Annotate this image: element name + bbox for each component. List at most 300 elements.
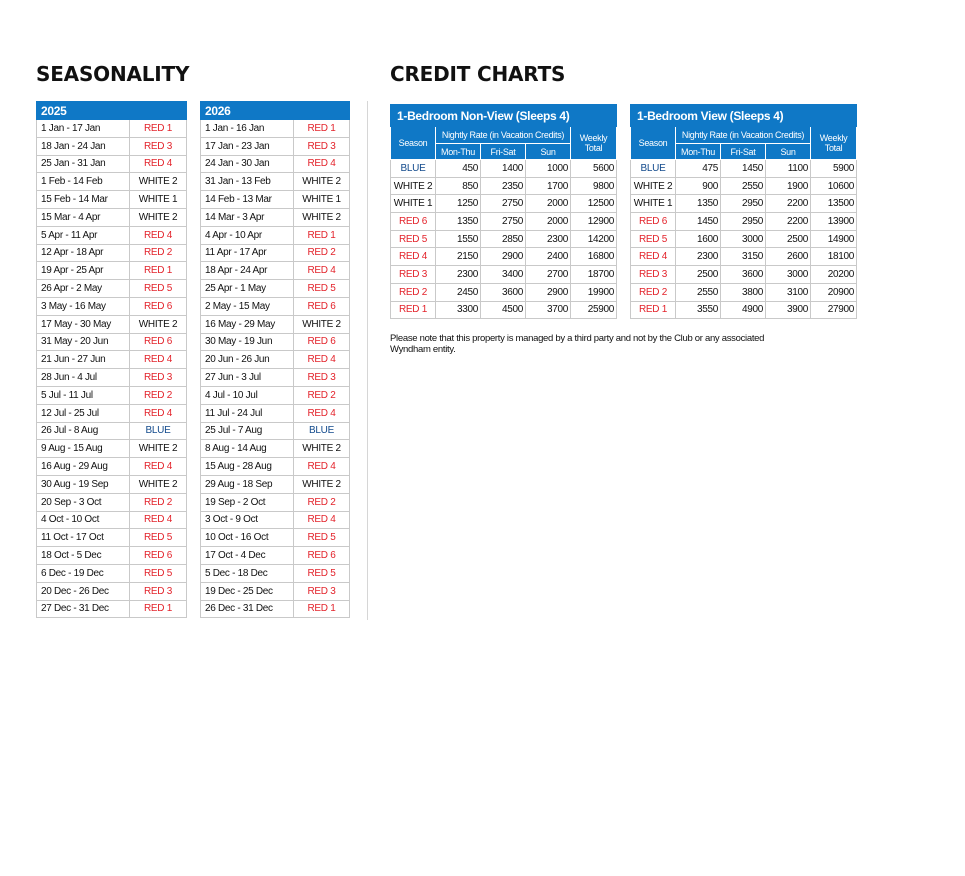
fri-sat-cell: 2850 [481, 230, 526, 248]
season-cell: WHITE 1 [294, 191, 350, 209]
table-row [631, 283, 857, 301]
date-range-cell: 11 Jul - 24 Jul [201, 404, 294, 422]
table-row [201, 511, 350, 529]
season-cell: RED 5 [294, 280, 350, 298]
date-range-cell: 24 Jan - 30 Jan [201, 155, 294, 173]
fri-sat-cell: 3600 [481, 283, 526, 301]
season-cell: RED 3 [130, 582, 187, 600]
date-range-cell: 17 Oct - 4 Dec [201, 547, 294, 565]
season-cell: RED 6 [130, 333, 187, 351]
fri-sat-cell: 4900 [721, 301, 766, 319]
weekly-total-cell: 16800 [571, 248, 617, 266]
table-row [37, 208, 187, 226]
date-range-cell: 1 Jan - 17 Jan [37, 120, 130, 138]
table-row [201, 404, 350, 422]
date-range-cell: 3 Oct - 9 Oct [201, 511, 294, 529]
fri-sat-cell: 3150 [721, 248, 766, 266]
weekly-total-cell: 13500 [811, 195, 857, 213]
mon-thu-cell: 1450 [676, 213, 721, 231]
weekly-total-cell: 13900 [811, 213, 857, 231]
date-range-cell: 16 May - 29 May [201, 315, 294, 333]
season-cell: RED 6 [631, 213, 676, 231]
season-cell: RED 6 [294, 547, 350, 565]
table-row [201, 120, 350, 138]
table-row [37, 120, 187, 138]
season-cell: RED 2 [294, 386, 350, 404]
date-range-cell: 1 Jan - 16 Jan [201, 120, 294, 138]
season-cell: WHITE 2 [130, 475, 187, 493]
date-range-cell: 6 Dec - 19 Dec [37, 564, 130, 582]
column-divider [367, 101, 368, 620]
date-range-cell: 30 May - 19 Jun [201, 333, 294, 351]
weekly-total-cell: 5900 [811, 160, 857, 178]
table-row [631, 230, 857, 248]
weekly-total-cell: 19900 [571, 283, 617, 301]
season-cell: RED 4 [130, 226, 187, 244]
date-range-cell: 1 Feb - 14 Feb [37, 173, 130, 191]
mon-thu-cell: 1350 [436, 213, 481, 231]
season-cell: WHITE 2 [294, 315, 350, 333]
date-range-cell: 11 Apr - 17 Apr [201, 244, 294, 262]
mon-thu-cell: 475 [676, 160, 721, 178]
table-row [201, 280, 350, 298]
weekly-total-cell: 14200 [571, 230, 617, 248]
table-row [37, 244, 187, 262]
table-row [201, 297, 350, 315]
sun-cell: 2600 [766, 248, 811, 266]
chart-title: 1-Bedroom Non-View (Sleeps 4) [391, 105, 617, 127]
table-row [37, 404, 187, 422]
season-cell: RED 5 [631, 230, 676, 248]
date-range-cell: 20 Sep - 3 Oct [37, 493, 130, 511]
season-cell: RED 4 [294, 351, 350, 369]
date-range-cell: 18 Oct - 5 Dec [37, 547, 130, 565]
mon-thu-cell: 1550 [436, 230, 481, 248]
mon-thu-header: Mon-Thu [676, 144, 721, 160]
table-row [37, 173, 187, 191]
date-range-cell: 4 Oct - 10 Oct [37, 511, 130, 529]
sun-header: Sun [526, 144, 571, 160]
seasonality-heading: SEASONALITY [36, 62, 190, 86]
season-cell: RED 3 [631, 266, 676, 284]
season-cell: RED 2 [130, 493, 187, 511]
table-row [201, 191, 350, 209]
fri-sat-cell: 2950 [721, 213, 766, 231]
nightly-rate-header: Nightly Rate (in Vacation Credits) [676, 127, 811, 144]
fri-sat-cell: 2750 [481, 195, 526, 213]
weekly-total-cell: 18100 [811, 248, 857, 266]
table-row [391, 248, 617, 266]
sun-cell: 2000 [526, 195, 571, 213]
table-row [201, 351, 350, 369]
sun-cell: 2000 [526, 213, 571, 231]
date-range-cell: 27 Jun - 3 Jul [201, 369, 294, 387]
table-row [201, 208, 350, 226]
season-cell: WHITE 2 [631, 177, 676, 195]
season-cell: RED 5 [130, 564, 187, 582]
table-row [37, 155, 187, 173]
fri-sat-cell: 3400 [481, 266, 526, 284]
weekly-total-header: Weekly Total [571, 127, 617, 160]
season-cell: RED 5 [130, 529, 187, 547]
mon-thu-cell: 3550 [676, 301, 721, 319]
date-range-cell: 5 Jul - 11 Jul [37, 386, 130, 404]
table-row [201, 458, 350, 476]
table-row [37, 493, 187, 511]
date-range-cell: 12 Jul - 25 Jul [37, 404, 130, 422]
sun-cell: 3700 [526, 301, 571, 319]
table-row [391, 177, 617, 195]
mon-thu-header: Mon-Thu [436, 144, 481, 160]
table-row [201, 137, 350, 155]
table-row [37, 600, 187, 618]
date-range-cell: 10 Oct - 16 Oct [201, 529, 294, 547]
season-cell: RED 4 [294, 404, 350, 422]
table-row [201, 600, 350, 618]
season-cell: WHITE 2 [391, 177, 436, 195]
table-row [631, 177, 857, 195]
weekly-total-cell: 18700 [571, 266, 617, 284]
mon-thu-cell: 1350 [676, 195, 721, 213]
fri-sat-cell: 3000 [721, 230, 766, 248]
table-row [391, 230, 617, 248]
mon-thu-cell: 1600 [676, 230, 721, 248]
table-row [37, 351, 187, 369]
season-cell: RED 4 [294, 458, 350, 476]
date-range-cell: 17 Jan - 23 Jan [201, 137, 294, 155]
date-range-cell: 25 Jan - 31 Jan [37, 155, 130, 173]
season-cell: BLUE [294, 422, 350, 440]
table-row [631, 248, 857, 266]
season-cell: RED 4 [130, 351, 187, 369]
credit-chart-non-view [390, 104, 617, 319]
sun-cell: 3000 [766, 266, 811, 284]
weekly-total-cell: 12500 [571, 195, 617, 213]
date-range-cell: 15 Mar - 4 Apr [37, 208, 130, 226]
season-cell: BLUE [631, 160, 676, 178]
table-row [201, 226, 350, 244]
season-cell: RED 4 [631, 248, 676, 266]
sun-cell: 1700 [526, 177, 571, 195]
table-row [631, 266, 857, 284]
table-row [631, 195, 857, 213]
sun-cell: 2300 [526, 230, 571, 248]
mon-thu-cell: 2500 [676, 266, 721, 284]
date-range-cell: 31 Jan - 13 Feb [201, 173, 294, 191]
season-cell: RED 4 [130, 511, 187, 529]
table-row [37, 475, 187, 493]
season-cell: WHITE 2 [294, 475, 350, 493]
year-header: 2026 [201, 102, 350, 120]
season-cell: RED 1 [294, 600, 350, 618]
table-row [201, 369, 350, 387]
date-range-cell: 5 Dec - 18 Dec [201, 564, 294, 582]
table-row [201, 440, 350, 458]
table-row [201, 386, 350, 404]
table-row [631, 213, 857, 231]
date-range-cell: 18 Jan - 24 Jan [37, 137, 130, 155]
weekly-total-header: Weekly Total [811, 127, 857, 160]
chart-title: 1-Bedroom View (Sleeps 4) [631, 105, 857, 127]
fri-sat-cell: 1450 [721, 160, 766, 178]
table-row [201, 564, 350, 582]
table-row [201, 315, 350, 333]
season-cell: RED 2 [294, 244, 350, 262]
date-range-cell: 12 Apr - 18 Apr [37, 244, 130, 262]
season-cell: RED 1 [130, 600, 187, 618]
date-range-cell: 16 Aug - 29 Aug [37, 458, 130, 476]
date-range-cell: 25 Jul - 7 Aug [201, 422, 294, 440]
season-cell: RED 4 [294, 262, 350, 280]
season-cell: WHITE 1 [391, 195, 436, 213]
sun-cell: 3900 [766, 301, 811, 319]
credit-chart-view [630, 104, 857, 319]
sun-cell: 1000 [526, 160, 571, 178]
table-row [37, 191, 187, 209]
season-cell: BLUE [391, 160, 436, 178]
sun-cell: 2500 [766, 230, 811, 248]
date-range-cell: 18 Apr - 24 Apr [201, 262, 294, 280]
table-row [391, 213, 617, 231]
date-range-cell: 3 May - 16 May [37, 297, 130, 315]
mon-thu-cell: 2450 [436, 283, 481, 301]
table-row [37, 333, 187, 351]
date-range-cell: 26 Jul - 8 Aug [37, 422, 130, 440]
table-row [201, 262, 350, 280]
table-row [37, 511, 187, 529]
table-row [37, 564, 187, 582]
mon-thu-cell: 1250 [436, 195, 481, 213]
weekly-total-cell: 5600 [571, 160, 617, 178]
table-row [37, 369, 187, 387]
table-row [37, 440, 187, 458]
sun-cell: 2700 [526, 266, 571, 284]
weekly-total-cell: 20900 [811, 283, 857, 301]
date-range-cell: 14 Feb - 13 Mar [201, 191, 294, 209]
date-range-cell: 27 Dec - 31 Dec [37, 600, 130, 618]
season-cell: RED 5 [294, 564, 350, 582]
fri-sat-cell: 2550 [721, 177, 766, 195]
credit-charts-heading: CREDIT CHARTS [390, 62, 566, 86]
mon-thu-cell: 900 [676, 177, 721, 195]
table-row [391, 301, 617, 319]
season-cell: WHITE 2 [130, 173, 187, 191]
season-cell: RED 4 [391, 248, 436, 266]
date-range-cell: 20 Jun - 26 Jun [201, 351, 294, 369]
season-cell: RED 6 [130, 297, 187, 315]
table-row [37, 262, 187, 280]
table-row [201, 422, 350, 440]
season-cell: RED 6 [391, 213, 436, 231]
table-row [201, 244, 350, 262]
season-col-header: Season [391, 127, 436, 160]
date-range-cell: 19 Dec - 25 Dec [201, 582, 294, 600]
weekly-total-cell: 12900 [571, 213, 617, 231]
season-cell: WHITE 2 [294, 173, 350, 191]
table-row [391, 160, 617, 178]
fri-sat-cell: 2350 [481, 177, 526, 195]
nightly-rate-header: Nightly Rate (in Vacation Credits) [436, 127, 571, 144]
date-range-cell: 19 Apr - 25 Apr [37, 262, 130, 280]
fri-sat-header: Fri-Sat [481, 144, 526, 160]
season-cell: WHITE 2 [130, 315, 187, 333]
date-range-cell: 19 Sep - 2 Oct [201, 493, 294, 511]
season-cell: RED 6 [130, 547, 187, 565]
date-range-cell: 30 Aug - 19 Sep [37, 475, 130, 493]
table-row [391, 283, 617, 301]
season-cell: RED 6 [294, 333, 350, 351]
table-row [391, 195, 617, 213]
season-cell: RED 4 [130, 458, 187, 476]
sun-cell: 1100 [766, 160, 811, 178]
table-row [201, 547, 350, 565]
season-cell: RED 2 [294, 493, 350, 511]
date-range-cell: 26 Apr - 2 May [37, 280, 130, 298]
season-cell: RED 4 [294, 155, 350, 173]
year-header: 2025 [37, 102, 187, 120]
fri-sat-cell: 3600 [721, 266, 766, 284]
season-cell: RED 2 [130, 386, 187, 404]
table-row [37, 280, 187, 298]
season-cell: RED 1 [130, 120, 187, 138]
season-cell: RED 4 [130, 155, 187, 173]
mon-thu-cell: 850 [436, 177, 481, 195]
sun-cell: 1900 [766, 177, 811, 195]
sun-cell: 2900 [526, 283, 571, 301]
season-cell: RED 3 [294, 369, 350, 387]
season-cell: WHITE 1 [631, 195, 676, 213]
table-row [201, 155, 350, 173]
mon-thu-cell: 2300 [436, 266, 481, 284]
sun-cell: 2400 [526, 248, 571, 266]
table-row [37, 458, 187, 476]
season-cell: RED 1 [130, 262, 187, 280]
table-row [631, 301, 857, 319]
season-cell: WHITE 2 [130, 440, 187, 458]
date-range-cell: 28 Jun - 4 Jul [37, 369, 130, 387]
table-row [37, 226, 187, 244]
fri-sat-cell: 2950 [721, 195, 766, 213]
season-cell: RED 5 [130, 280, 187, 298]
table-row [37, 315, 187, 333]
season-cell: RED 2 [130, 244, 187, 262]
season-cell: RED 1 [294, 120, 350, 138]
table-row [37, 547, 187, 565]
season-cell: RED 1 [631, 301, 676, 319]
date-range-cell: 26 Dec - 31 Dec [201, 600, 294, 618]
weekly-total-cell: 25900 [571, 301, 617, 319]
table-row [631, 160, 857, 178]
season-cell: RED 5 [391, 230, 436, 248]
fri-sat-cell: 1400 [481, 160, 526, 178]
season-cell: WHITE 1 [130, 191, 187, 209]
weekly-total-cell: 14900 [811, 230, 857, 248]
management-note: Please note that this property is managed by a third party and not by the Club or any associated Wyndham entity. [390, 333, 765, 355]
table-row [391, 266, 617, 284]
season-cell: RED 6 [294, 297, 350, 315]
weekly-total-cell: 27900 [811, 301, 857, 319]
date-range-cell: 9 Aug - 15 Aug [37, 440, 130, 458]
date-range-cell: 21 Jun - 27 Jun [37, 351, 130, 369]
season-col-header: Season [631, 127, 676, 160]
fri-sat-cell: 4500 [481, 301, 526, 319]
table-row [201, 493, 350, 511]
table-row [37, 582, 187, 600]
sun-cell: 3100 [766, 283, 811, 301]
date-range-cell: 29 Aug - 18 Sep [201, 475, 294, 493]
season-cell: RED 3 [294, 582, 350, 600]
mon-thu-cell: 2550 [676, 283, 721, 301]
season-cell: WHITE 2 [294, 440, 350, 458]
fri-sat-cell: 2750 [481, 213, 526, 231]
table-row [201, 333, 350, 351]
season-cell: RED 1 [391, 301, 436, 319]
table-row [37, 137, 187, 155]
season-cell: RED 3 [130, 369, 187, 387]
season-cell: WHITE 2 [130, 208, 187, 226]
table-row [37, 529, 187, 547]
mon-thu-cell: 3300 [436, 301, 481, 319]
season-cell: RED 4 [294, 511, 350, 529]
weekly-total-cell: 9800 [571, 177, 617, 195]
date-range-cell: 4 Apr - 10 Apr [201, 226, 294, 244]
seasonality-table-2026 [200, 101, 350, 618]
date-range-cell: 5 Apr - 11 Apr [37, 226, 130, 244]
season-cell: BLUE [130, 422, 187, 440]
season-cell: RED 3 [391, 266, 436, 284]
table-row [201, 529, 350, 547]
season-cell: WHITE 2 [294, 208, 350, 226]
date-range-cell: 8 Aug - 14 Aug [201, 440, 294, 458]
table-row [201, 173, 350, 191]
table-row [37, 386, 187, 404]
date-range-cell: 31 May - 20 Jun [37, 333, 130, 351]
fri-sat-cell: 2900 [481, 248, 526, 266]
season-cell: RED 2 [631, 283, 676, 301]
season-cell: RED 2 [391, 283, 436, 301]
weekly-total-cell: 20200 [811, 266, 857, 284]
date-range-cell: 11 Oct - 17 Oct [37, 529, 130, 547]
date-range-cell: 4 Jul - 10 Jul [201, 386, 294, 404]
table-row [201, 582, 350, 600]
date-range-cell: 14 Mar - 3 Apr [201, 208, 294, 226]
mon-thu-cell: 2150 [436, 248, 481, 266]
fri-sat-cell: 3800 [721, 283, 766, 301]
sun-cell: 2200 [766, 213, 811, 231]
fri-sat-header: Fri-Sat [721, 144, 766, 160]
date-range-cell: 15 Feb - 14 Mar [37, 191, 130, 209]
season-cell: RED 3 [294, 137, 350, 155]
date-range-cell: 2 May - 15 May [201, 297, 294, 315]
season-cell: RED 3 [130, 137, 187, 155]
sun-header: Sun [766, 144, 811, 160]
sun-cell: 2200 [766, 195, 811, 213]
season-cell: RED 1 [294, 226, 350, 244]
date-range-cell: 15 Aug - 28 Aug [201, 458, 294, 476]
mon-thu-cell: 2300 [676, 248, 721, 266]
table-row [201, 475, 350, 493]
table-row [37, 422, 187, 440]
date-range-cell: 17 May - 30 May [37, 315, 130, 333]
season-cell: RED 4 [130, 404, 187, 422]
seasonality-table-2025 [36, 101, 187, 618]
date-range-cell: 20 Dec - 26 Dec [37, 582, 130, 600]
table-row [37, 297, 187, 315]
mon-thu-cell: 450 [436, 160, 481, 178]
season-cell: RED 5 [294, 529, 350, 547]
date-range-cell: 25 Apr - 1 May [201, 280, 294, 298]
weekly-total-cell: 10600 [811, 177, 857, 195]
